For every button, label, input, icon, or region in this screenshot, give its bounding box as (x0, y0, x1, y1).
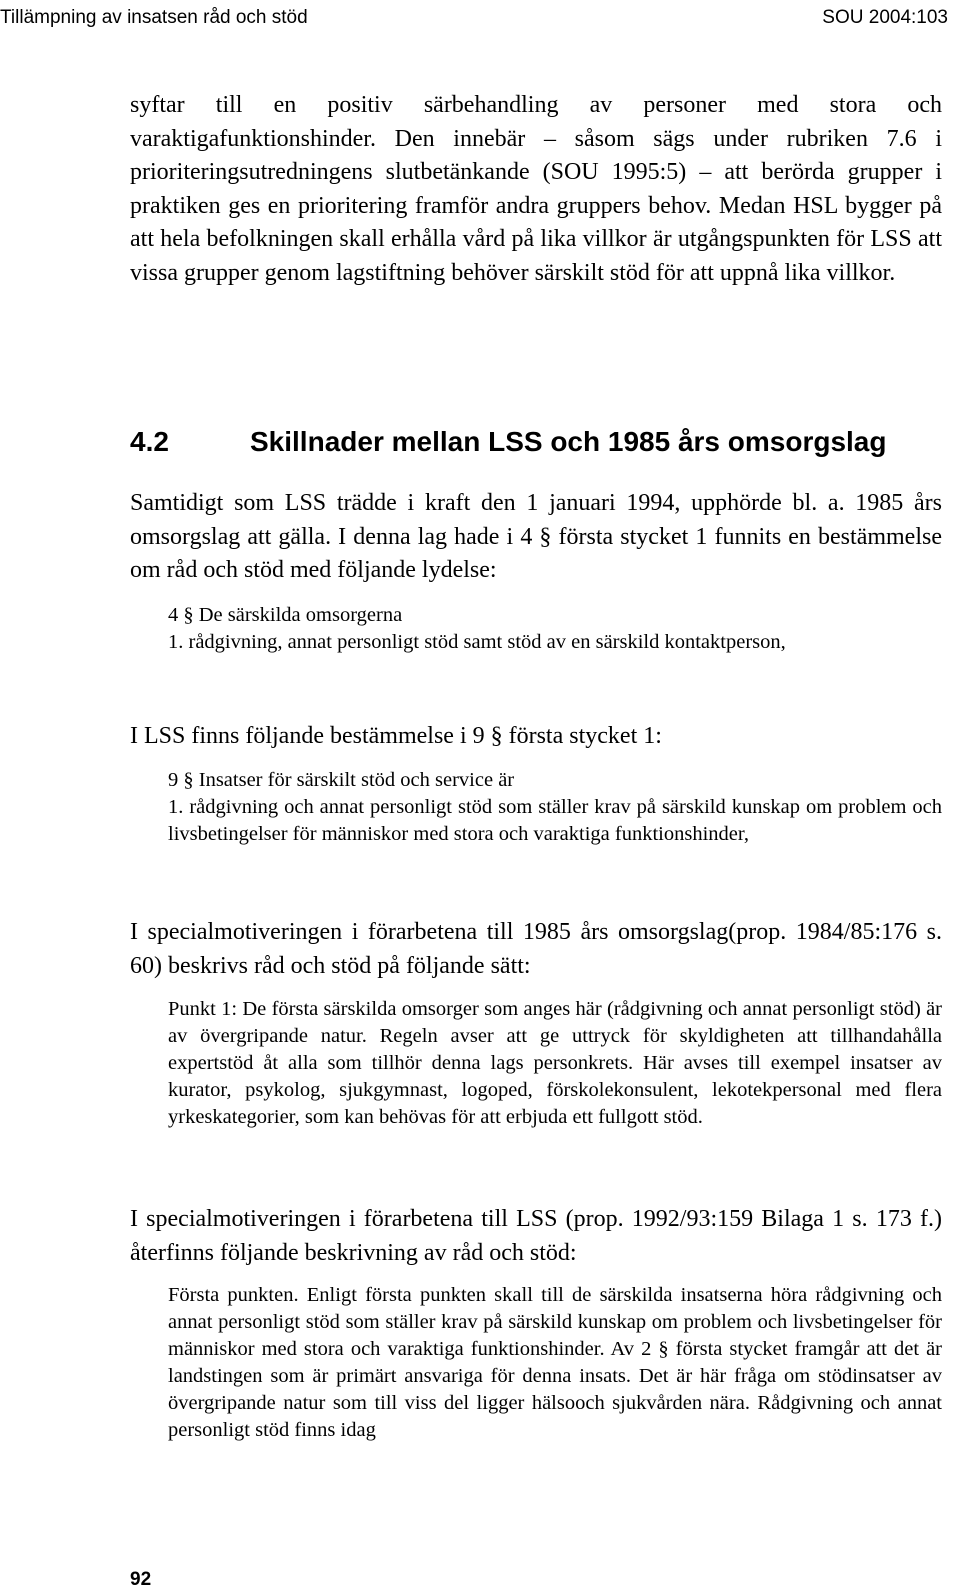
paragraph-intro: syftar till en positiv särbehandling av personer med stora och varaktigafunktionshinder. Den innebär – såsom sägs under rubriken 7.6 i prioriteringsutredningens slutbetänkande (SOU 1995:5) – att berörda grupper i praktiken ges en prioritering framför andra gruppers behov. Medan HSL bygger på att hela befolkningen skall erhålla vård på lika villkor är utgångspunkten för LSS att vissa grupper genom lagstiftning behöver särskilt stöd för att uppnå lika villkor. (130, 92, 942, 286)
section-number: 4.2 (130, 426, 169, 457)
quote-omsorgslag-heading: 4 § De särskilda omsorgerna (168, 604, 403, 626)
running-header-title: Tillämpning av insatsen råd och stöd (0, 7, 308, 28)
quote-forsta-punkten: Första punkten. Enligt första punkten skall till de särskilda insatserna höra rådgivning och annat personligt stöd som ställer krav på särskild kunskap om problem och livsbetingelser för människor med stora och varaktiga funktionshinder. Av 2 § första stycket framgår att det är landstingen som är primärt ansvariga för denna insats. Det är här fråga om stödinsatser av övergripande natur som till viss del ligger hälsooch sjukvården nära. Rådgivning och annat personligt stöd finns idag (168, 1284, 942, 1441)
paragraph-special-motivation-lss: I specialmotiveringen i förarbetena till LSS (prop. 1992/93:159 Bilaga 1 s. 173 f.) återfinns följande beskrivning av råd och stöd: (130, 1206, 942, 1266)
paragraph-lss-provision: I LSS finns följande bestämmelse i 9 § första stycket 1: (130, 723, 662, 749)
section-heading (130, 422, 886, 462)
quote-lss-heading: 9 § Insatser för särskilt stöd och service är (168, 769, 515, 791)
quote-punkt-1: Punkt 1: De första särskilda omsorger som anges här (rådgivning och annat personligt stöd) är av övergripande natur. Regeln avser att ge uttryck för skyldigheten att tillhandahålla expertstöd åt alla som tillhör denna lags personkrets. Här avses till exempel insatser av kurator, psykolog, sjukgymnast, logoped, förskolekonsulent, lekotekpersonal med flera yrkeskategorier, som kan behövas för att erbjuda ett fullgott stöd. (168, 998, 942, 1128)
paragraph-special-motivation-1985: I specialmotiveringen i förarbetena till 1985 års omsorgslag(prop. 1984/85:176 s. 60) beskrivs råd och stöd på följande sätt: (130, 919, 942, 979)
paragraph-omsorgslag: Samtidigt som LSS trädde i kraft den 1 januari 1994, upphörde bl. a. 1985 års omsorgslag att gälla. I denna lag hade i 4 § första stycket 1 funnits en bestämmelse om råd och stöd med följande lydelse: (130, 490, 942, 583)
quote-omsorgslag-item: 1. rådgivning, annat personligt stöd samt stöd av en särskild kontaktperson, (168, 631, 786, 653)
quote-lss-item: 1. rådgivning och annat personligt stöd som ställer krav på särskild kunskap om problem och livsbetingelser för människor med stora och varaktiga funktionshinder, (168, 796, 942, 845)
running-header-report-number: SOU 2004:103 (822, 7, 948, 28)
quote-lss (168, 767, 942, 848)
section-title: Skillnader mellan LSS och 1985 års omsorgslag (250, 426, 887, 457)
page-number: 92 (130, 1569, 152, 1590)
quote-omsorgslag (168, 602, 942, 656)
